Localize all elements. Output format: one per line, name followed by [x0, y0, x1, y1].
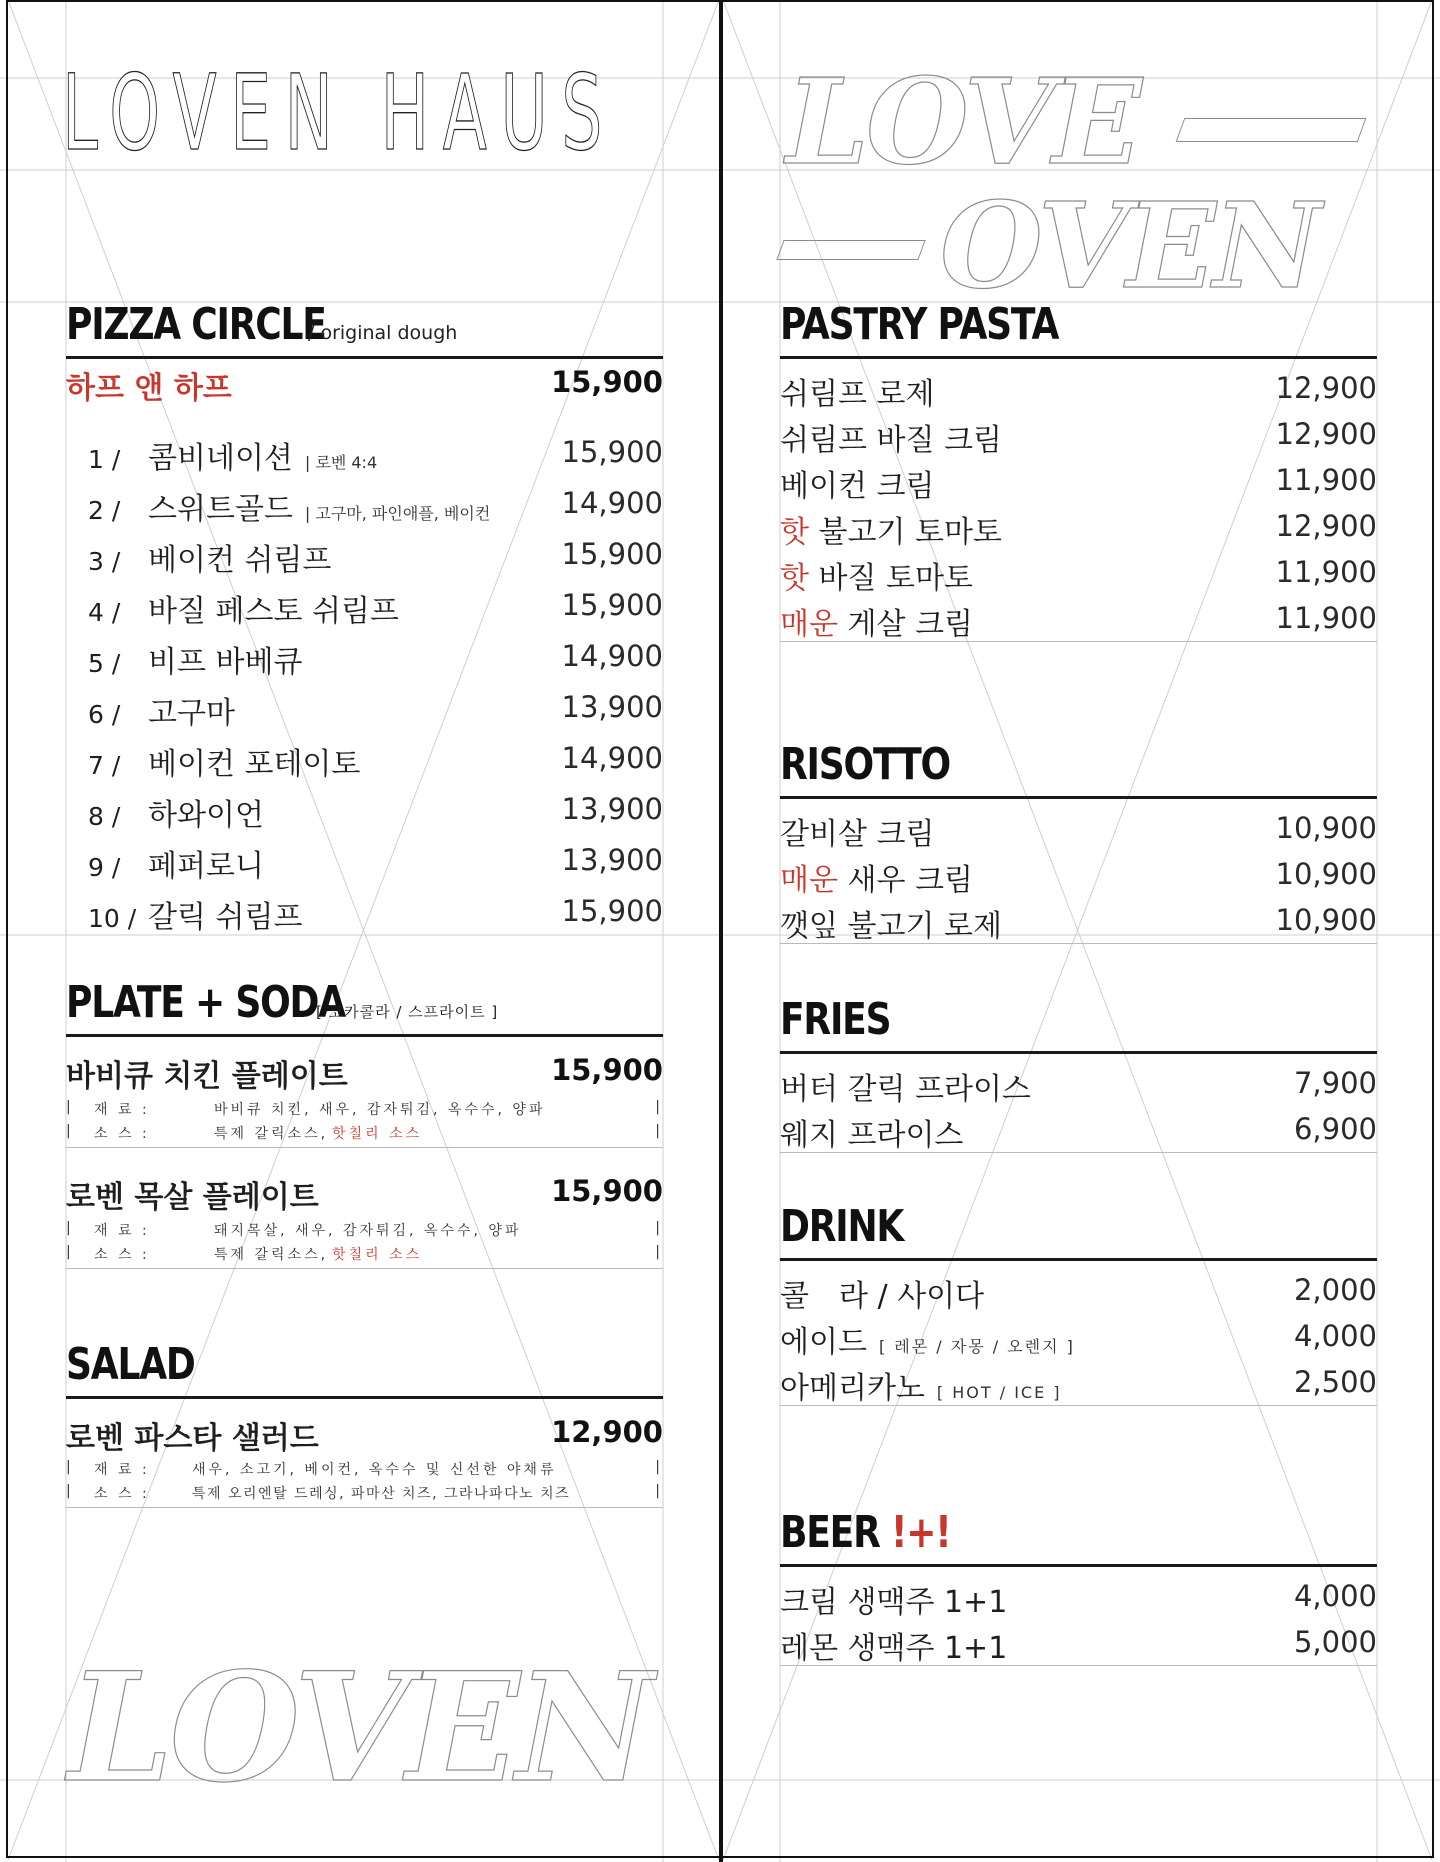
item-price: 14,900 — [561, 741, 663, 775]
item-name — [66, 841, 264, 885]
pasta-section — [780, 300, 1377, 642]
item-name — [780, 507, 1002, 551]
item-name — [780, 1064, 1031, 1108]
item-accent: 매운 — [780, 863, 838, 898]
item-price: 12,900 — [1275, 509, 1377, 543]
section-title: FRIES — [780, 994, 891, 1045]
menu-item — [66, 531, 663, 582]
item-label: 베이컨 크림 — [780, 469, 935, 504]
menu-item — [66, 582, 663, 633]
item-name — [66, 739, 360, 783]
item-price: 15,900 — [561, 894, 663, 928]
item-label: 불고기 토마토 — [808, 515, 1002, 550]
item-name — [780, 855, 973, 899]
menu-item — [66, 888, 663, 939]
ingredients-label: 재 료 : — [94, 1223, 150, 1239]
item-name — [780, 599, 973, 643]
item-name — [66, 892, 302, 936]
item-label: 비프 바베큐 — [148, 645, 303, 680]
plate-section — [66, 978, 663, 1269]
bracket-left: | — [66, 1220, 74, 1236]
item-name — [66, 790, 264, 834]
bracket-right: | — [655, 1099, 663, 1115]
section-title: PLATE + SODA — [66, 977, 345, 1028]
menu-item — [780, 411, 1377, 457]
item-price: 2,000 — [1293, 1273, 1377, 1307]
item-label: 콤비네이션 — [148, 441, 293, 476]
ingredients-line — [66, 1220, 663, 1244]
script-dash-bottom — [776, 240, 925, 260]
item-name — [66, 637, 302, 681]
item-name — [780, 1623, 1007, 1667]
pizza-header — [66, 300, 663, 359]
item-price: 15,900 — [551, 1053, 663, 1087]
item-name — [780, 415, 1002, 459]
item-name — [66, 484, 490, 528]
pizza-section — [66, 300, 663, 939]
fries-header — [780, 995, 1377, 1054]
item-number: 7 / — [88, 751, 121, 780]
plate-header — [66, 978, 663, 1037]
risotto-list — [780, 805, 1377, 944]
item-price: 15,900 — [551, 1174, 663, 1208]
drink-section — [780, 1202, 1377, 1406]
section-title: PASTRY PASTA — [780, 299, 1059, 350]
ingredients-value: 돼지목살, 새우, 감자튀김, 옥수수, 양파 — [214, 1223, 522, 1239]
section-title — [780, 1507, 950, 1558]
item-price: 7,900 — [1293, 1066, 1377, 1100]
item-price: 11,900 — [1275, 463, 1377, 497]
bracket-right: | — [655, 1123, 663, 1139]
menu-item — [780, 1359, 1377, 1406]
item-price: 12,900 — [1275, 417, 1377, 451]
item-price: 2,500 — [1293, 1365, 1377, 1399]
item-number: 1 / — [88, 445, 121, 474]
brand-script-bottom: LOVEN — [68, 1640, 650, 1816]
section-title: PIZZA CIRCLE — [66, 299, 326, 350]
menu-item — [780, 851, 1377, 897]
item-accent: 핫 — [780, 515, 809, 550]
item-label: 에이드 — [780, 1325, 867, 1360]
section-subtitle: [ 코카콜라 / 스프라이트 ] — [316, 1003, 499, 1021]
item-label: 바질 토마토 — [808, 561, 973, 596]
brand-script-top-2: OVEN — [940, 176, 1319, 315]
drink-list — [780, 1267, 1377, 1406]
menu-item — [780, 1106, 1377, 1153]
item-price: 13,900 — [561, 690, 663, 724]
item-label: 웨지 프라이스 — [780, 1118, 964, 1153]
menu-item — [66, 735, 663, 786]
sauce-line: | 소 스 : 특제 오리엔탈 드레싱, 파마산 치즈, 그라나파다노 치즈 | — [66, 1483, 663, 1508]
item-label: 하와이언 — [148, 798, 264, 833]
menu-item — [66, 837, 663, 888]
brand-logo: LOVEN HAUS — [62, 52, 616, 174]
item-name — [66, 433, 377, 477]
item-number: 9 / — [88, 853, 121, 882]
item-name — [780, 1317, 1075, 1361]
section-title: DRINK — [780, 1201, 904, 1252]
menu-item — [66, 1409, 663, 1455]
item-name: 로벤 파스타 샐러드 — [66, 1421, 319, 1456]
item-name — [780, 369, 934, 413]
sauce-highlight: 핫칠리 소스 — [332, 1247, 423, 1263]
item-name — [780, 461, 934, 505]
item-name — [66, 688, 235, 732]
item-label: 베이컨 포테이토 — [148, 747, 361, 782]
bracket-left: | — [66, 1244, 74, 1260]
item-price: 10,900 — [1275, 811, 1377, 845]
section-title: RISOTTO — [780, 739, 950, 790]
sauce-label: 소 스 : — [94, 1486, 150, 1502]
section-title: SALAD — [66, 1339, 195, 1390]
item-name: 바비큐 치킨 플레이트 — [66, 1059, 348, 1094]
item-price: 10,900 — [1275, 857, 1377, 891]
item-price: 14,900 — [561, 486, 663, 520]
bracket-left: | — [66, 1099, 74, 1115]
sauce-value — [214, 1244, 422, 1264]
sauce-label: 소 스 : — [94, 1126, 150, 1142]
item-name — [66, 535, 331, 579]
item-label: 게살 크림 — [837, 607, 973, 642]
bracket-right: | — [655, 1220, 663, 1236]
item-price: 5,000 — [1293, 1625, 1377, 1659]
right-column — [780, 0, 1377, 1862]
menu-item-half-and-half — [66, 359, 663, 429]
beer-section — [780, 1508, 1377, 1666]
item-tag: | 고구마, 파인애플, 베이컨 — [304, 504, 491, 523]
item-tag: [ 레몬 / 자몽 / 오렌지 ] — [878, 1337, 1075, 1356]
sauce-highlight: 핫칠리 소스 — [332, 1126, 423, 1142]
item-label: 갈비살 크림 — [780, 817, 935, 852]
item-name: 로벤 목살 플레이트 — [66, 1180, 319, 1215]
item-number: 2 / — [88, 496, 121, 525]
item-price: 11,900 — [1275, 555, 1377, 589]
item-number: 8 / — [88, 802, 121, 831]
menu-item — [780, 1573, 1377, 1619]
ingredients-value: 새우, 소고기, 베이컨, 옥수수 및 신선한 야채류 — [192, 1462, 557, 1478]
ingredients-label: 재 료 : — [94, 1102, 150, 1118]
beer-mark: !+! — [890, 1507, 951, 1558]
item-price: 15,900 — [561, 537, 663, 571]
risotto-section — [780, 740, 1377, 944]
pasta-list — [780, 365, 1377, 642]
item-price: 12,900 — [1275, 371, 1377, 405]
sauce-value: 특제 오리엔탈 드레싱, 파마산 치즈, 그라나파다노 치즈 — [192, 1486, 571, 1502]
menu-item — [780, 503, 1377, 549]
item-price: 4,000 — [1293, 1579, 1377, 1613]
item-label: 갈릭 쉬림프 — [148, 900, 303, 935]
item-price: 4,000 — [1293, 1319, 1377, 1353]
beer-list — [780, 1573, 1377, 1666]
item-label: 페퍼로니 — [148, 849, 264, 884]
pizza-list — [66, 429, 663, 939]
item-name — [780, 809, 934, 853]
center-divider — [719, 0, 723, 1862]
item-accent: 매운 — [780, 607, 838, 642]
pasta-header — [780, 300, 1377, 359]
menu-item — [66, 633, 663, 684]
item-price: 13,900 — [561, 843, 663, 877]
item-name — [66, 586, 399, 630]
item-name — [780, 1363, 1062, 1407]
menu-item — [780, 595, 1377, 642]
item-label: 쉬림프 바질 크림 — [780, 423, 1002, 458]
item-name — [780, 901, 1002, 945]
item-price: 15,900 — [551, 365, 663, 399]
item-number: 5 / — [88, 649, 121, 678]
ingredients-line: | 재 료 : 새우, 소고기, 베이컨, 옥수수 및 신선한 야채류 | — [66, 1459, 663, 1478]
beer-header — [780, 1508, 1377, 1567]
ingredients-value: 바비큐 치킨, 새우, 감자튀김, 옥수수, 양파 — [214, 1102, 546, 1118]
menu-item — [780, 1060, 1377, 1106]
ingredients-line — [66, 1099, 663, 1123]
item-price: 15,900 — [561, 435, 663, 469]
menu-item — [780, 549, 1377, 595]
sauce-line — [66, 1244, 663, 1269]
drink-header — [780, 1202, 1377, 1261]
plate-list — [66, 1047, 663, 1269]
fries-section — [780, 995, 1377, 1153]
menu-item — [780, 805, 1377, 851]
menu-item — [66, 429, 663, 480]
menu-item — [66, 1047, 663, 1093]
risotto-header — [780, 740, 1377, 799]
section-subtitle: / original dough — [308, 322, 458, 344]
item-name: 하프 앤 하프 — [66, 371, 232, 406]
beer-title: BEER — [780, 1507, 880, 1558]
item-number: 6 / — [88, 700, 121, 729]
salad-section — [66, 1340, 663, 1508]
item-label: 쉬림프 로제 — [780, 377, 935, 412]
item-accent: 핫 — [780, 561, 809, 596]
menu-item — [780, 1267, 1377, 1313]
sauce-value — [214, 1123, 422, 1143]
item-label: 콜 라 / 사이다 — [780, 1279, 985, 1314]
fries-list — [780, 1060, 1377, 1153]
menu-item — [780, 897, 1377, 944]
menu-item — [780, 365, 1377, 411]
item-price: 13,900 — [561, 792, 663, 826]
item-label: 깻잎 불고기 로제 — [780, 909, 1002, 944]
sauce-label: 소 스 : — [94, 1247, 150, 1263]
item-label: 아메리카노 — [780, 1371, 925, 1406]
item-price: 12,900 — [551, 1415, 663, 1449]
item-name — [780, 1271, 984, 1315]
item-label: 레몬 생맥주 1+1 — [780, 1631, 1008, 1666]
item-price: 6,900 — [1293, 1112, 1377, 1146]
item-tag: | 로벤 4:4 — [304, 453, 378, 472]
menu-item — [66, 786, 663, 837]
menu-item — [780, 1313, 1377, 1359]
item-number: 4 / — [88, 598, 121, 627]
item-label: 바질 페스토 쉬림프 — [148, 594, 399, 629]
sauce-text: 특제 갈릭소스, — [214, 1247, 329, 1263]
item-number: 3 / — [88, 547, 121, 576]
menu-item — [780, 457, 1377, 503]
item-price: 11,900 — [1275, 601, 1377, 635]
item-name — [780, 553, 973, 597]
item-name — [780, 1577, 1007, 1621]
salad-header — [66, 1340, 663, 1399]
item-price: 10,900 — [1275, 903, 1377, 937]
sauce-line — [66, 1123, 663, 1148]
item-label: 새우 크림 — [837, 863, 973, 898]
item-price: 15,900 — [561, 588, 663, 622]
menu-item — [66, 1168, 663, 1214]
menu-item — [66, 480, 663, 531]
item-label: 스위트골드 — [148, 492, 293, 527]
ingredients-label: 재 료 : — [94, 1462, 150, 1478]
bracket-right: | — [655, 1244, 663, 1260]
brand-script-top-1: LOVE — [786, 52, 1140, 191]
item-label: 고구마 — [148, 696, 235, 731]
left-column — [62, 0, 663, 1862]
menu-item — [780, 1619, 1377, 1666]
sauce-text: 특제 갈릭소스, — [214, 1126, 329, 1142]
menu-item — [66, 684, 663, 735]
item-label: 크림 생맥주 1+1 — [780, 1585, 1008, 1620]
item-name — [780, 1110, 963, 1154]
item-tag: [ HOT / ICE ] — [936, 1383, 1062, 1402]
bracket-left: | — [66, 1123, 74, 1139]
item-number: 10 / — [88, 904, 137, 933]
item-label: 버터 갈릭 프라이스 — [780, 1072, 1031, 1107]
item-label: 베이컨 쉬림프 — [148, 543, 332, 578]
item-price: 14,900 — [561, 639, 663, 673]
